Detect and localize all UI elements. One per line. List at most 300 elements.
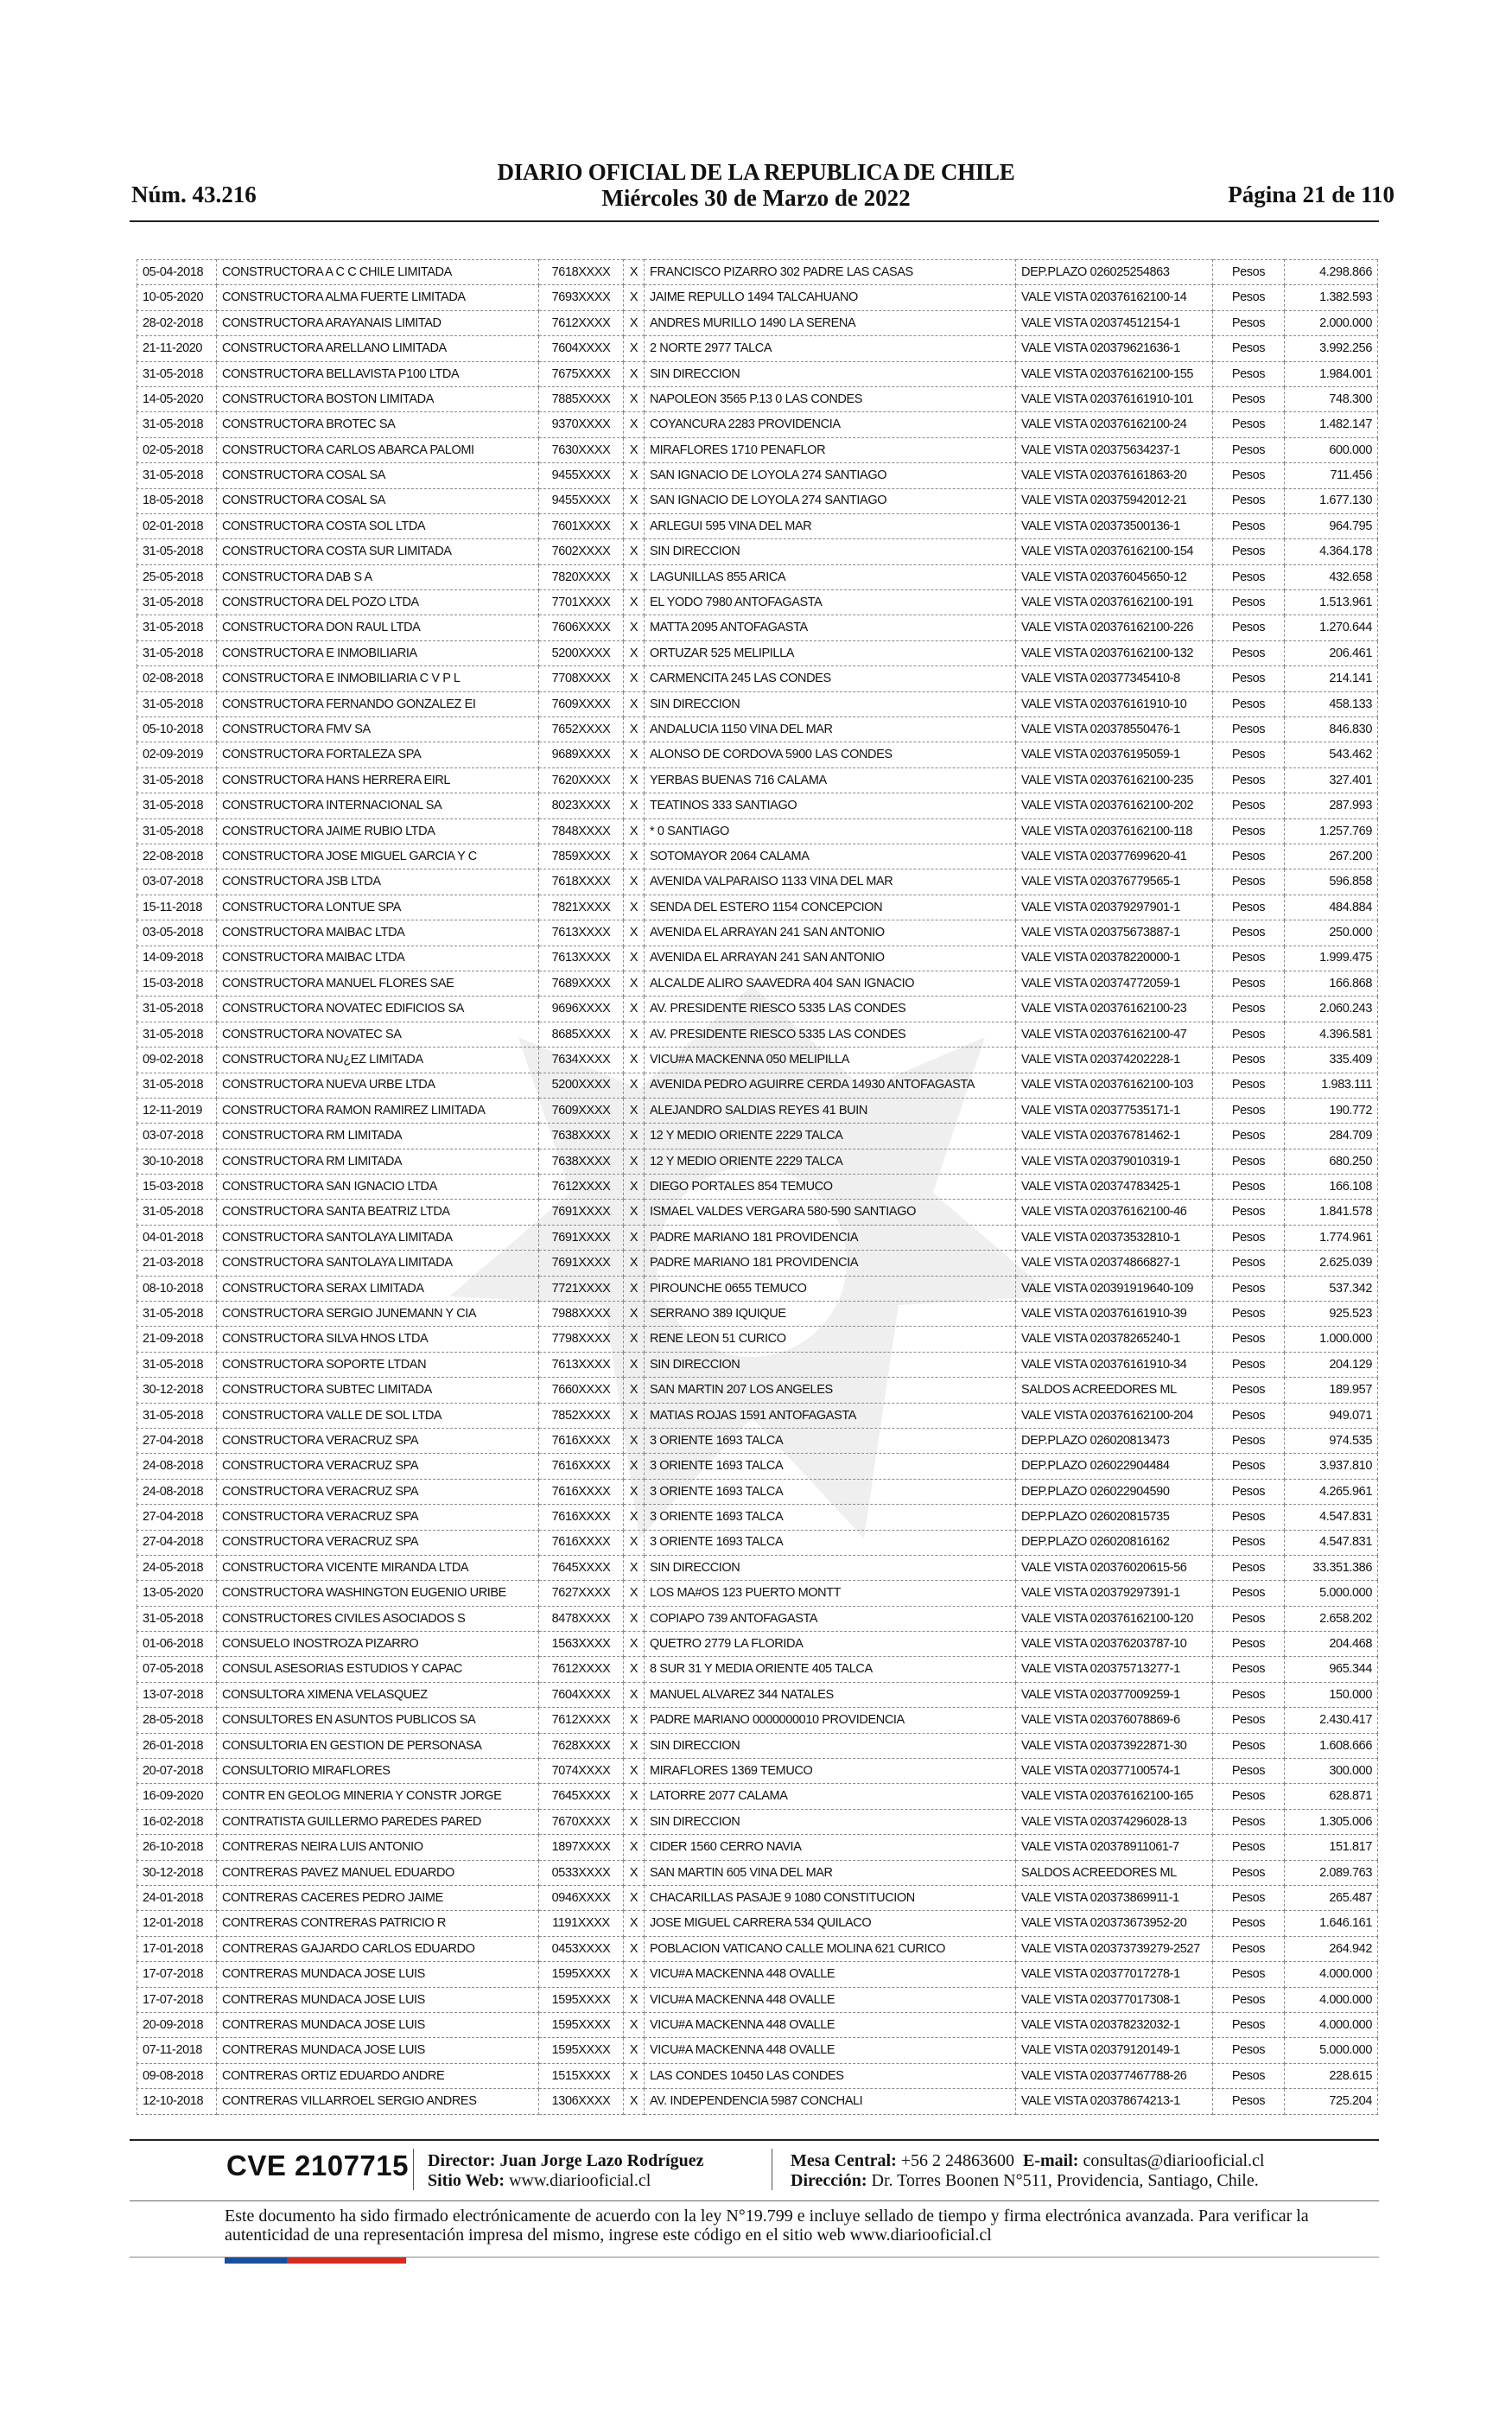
table-row (137, 971, 1378, 996)
cell-date: 31-05-2018 (137, 793, 217, 818)
cell-date: 27-04-2018 (137, 1505, 217, 1530)
cell-moneda: Pesos (1213, 1403, 1285, 1428)
cell-x: X (624, 2063, 645, 2088)
cell-direccion: 8 SUR 31 Y MEDIA ORIENTE 405 TALCA (645, 1657, 1016, 1682)
cell-x: X (624, 1936, 645, 1961)
cell-producto: VALE VISTA 020378674213-1 (1016, 2089, 1213, 2114)
cell-moneda: Pesos (1213, 1428, 1285, 1453)
cell-producto: SALDOS ACREEDORES ML (1016, 1378, 1213, 1403)
cell-monto: 150.000 (1285, 1682, 1378, 1707)
cell-monto: 1.305.006 (1285, 1809, 1378, 1834)
cell-rut: 7821XXXX (539, 895, 624, 920)
cell-producto: SALDOS ACREEDORES ML (1016, 1860, 1213, 1885)
cell-monto: 680.250 (1285, 1149, 1378, 1174)
cell-date: 31-05-2018 (137, 1403, 217, 1428)
cell-monto: 327.401 (1285, 767, 1378, 793)
cell-direccion: 3 ORIENTE 1693 TALCA (645, 1530, 1016, 1555)
cell-monto: 1.646.161 (1285, 1911, 1378, 1936)
cell-titular: CONSTRUCTORA RAMON RAMIREZ LIMITADA (217, 1098, 539, 1123)
cell-titular: CONSTRUCTORA MAIBAC LTDA (217, 946, 539, 971)
cell-producto: DEP.PLAZO 026025254863 (1016, 260, 1213, 285)
cell-moneda: Pesos (1213, 1352, 1285, 1377)
cell-direccion: VICU#A MACKENNA 448 OVALLE (645, 2012, 1016, 2037)
cell-date: 31-05-2018 (137, 361, 217, 386)
cell-rut: 7618XXXX (539, 869, 624, 895)
table-row (137, 2063, 1378, 2088)
cell-monto: 748.300 (1285, 386, 1378, 411)
cell-x: X (624, 1098, 645, 1123)
cell-monto: 925.523 (1285, 1302, 1378, 1327)
cell-monto: 335.409 (1285, 1048, 1378, 1073)
cell-direccion: 3 ORIENTE 1693 TALCA (645, 1505, 1016, 1530)
cell-producto: VALE VISTA 020373869911-1 (1016, 1886, 1213, 1911)
cell-titular: CONSTRUCTORA FORTALEZA SPA (217, 742, 539, 767)
cell-titular: CONSTRUCTORA COSAL SA (217, 463, 539, 488)
cell-titular: CONSTRUCTORA BROTEC SA (217, 412, 539, 437)
cell-date: 18-05-2018 (137, 488, 217, 513)
cell-date: 15-03-2018 (137, 1175, 217, 1200)
cell-date: 31-05-2018 (137, 412, 217, 437)
cell-direccion: SOTOMAYOR 2064 CALAMA (645, 844, 1016, 869)
cell-titular: CONSTRUCTORA BELLAVISTA P100 LTDA (217, 361, 539, 386)
cell-producto: VALE VISTA 020376162100-202 (1016, 793, 1213, 818)
cell-date: 09-08-2018 (137, 2063, 217, 2088)
cell-date: 17-01-2018 (137, 1936, 217, 1961)
cell-x: X (624, 1403, 645, 1428)
cell-titular: CONSTRUCTORA RM LIMITADA (217, 1149, 539, 1174)
cell-titular: CONSTRUCTORA FMV SA (217, 717, 539, 742)
cell-monto: 1.999.475 (1285, 946, 1378, 971)
cell-producto: VALE VISTA 020376161910-10 (1016, 691, 1213, 716)
cell-date: 24-05-2018 (137, 1555, 217, 1580)
cell-x: X (624, 1149, 645, 1174)
cell-x: X (624, 590, 645, 615)
cell-producto: VALE VISTA 020376020615-56 (1016, 1555, 1213, 1580)
cell-x: X (624, 2012, 645, 2037)
cell-monto: 284.709 (1285, 1124, 1378, 1149)
cell-date: 05-10-2018 (137, 717, 217, 742)
cell-monto: 206.461 (1285, 640, 1378, 666)
cell-date: 16-09-2020 (137, 1784, 217, 1809)
cell-titular: CONTRERAS NEIRA LUIS ANTONIO (217, 1835, 539, 1860)
cell-direccion: VICU#A MACKENNA 050 MELIPILLA (645, 1048, 1016, 1073)
cell-titular: CONTRERAS MUNDACA JOSE LUIS (217, 2038, 539, 2063)
table-row (137, 1657, 1378, 1682)
cell-rut: 1515XXXX (539, 2063, 624, 2088)
cell-rut: 7612XXXX (539, 1708, 624, 1733)
cell-date: 31-05-2018 (137, 590, 217, 615)
cell-direccion: 3 ORIENTE 1693 TALCA (645, 1428, 1016, 1453)
cell-date: 02-05-2018 (137, 437, 217, 462)
cell-monto: 628.871 (1285, 1784, 1378, 1809)
cell-rut: 7645XXXX (539, 1555, 624, 1580)
cell-direccion: AVENIDA EL ARRAYAN 241 SAN ANTONIO (645, 946, 1016, 971)
cell-date: 13-05-2020 (137, 1581, 217, 1606)
address-label: Dirección: (791, 2171, 867, 2190)
cell-producto: VALE VISTA 020374296028-13 (1016, 1809, 1213, 1834)
cell-titular: CONTRERAS MUNDACA JOSE LUIS (217, 2012, 539, 2037)
table-row (137, 1200, 1378, 1225)
cell-moneda: Pesos (1213, 1886, 1285, 1911)
table-row (137, 1276, 1378, 1301)
cell-date: 24-08-2018 (137, 1479, 217, 1504)
cell-moneda: Pesos (1213, 310, 1285, 335)
cell-producto: VALE VISTA 020373922871-30 (1016, 1733, 1213, 1758)
cell-moneda: Pesos (1213, 1606, 1285, 1631)
cell-rut: 7606XXXX (539, 615, 624, 640)
cell-monto: 2.625.039 (1285, 1251, 1378, 1276)
cell-moneda: Pesos (1213, 463, 1285, 488)
cell-moneda: Pesos (1213, 1225, 1285, 1250)
cell-direccion: MATIAS ROJAS 1591 ANTOFAGASTA (645, 1403, 1016, 1428)
cell-direccion: MATTA 2095 ANTOFAGASTA (645, 615, 1016, 640)
cell-titular: CONSTRUCTORA NU¿EZ LIMITADA (217, 1048, 539, 1073)
cell-direccion: ANDRES MURILLO 1490 LA SERENA (645, 310, 1016, 335)
cell-x: X (624, 1479, 645, 1504)
cell-moneda: Pesos (1213, 437, 1285, 462)
cell-producto: VALE VISTA 020376161863-20 (1016, 463, 1213, 488)
cell-rut: 5200XXXX (539, 1073, 624, 1098)
cell-titular: CONSTRUCTORA VERACRUZ SPA (217, 1530, 539, 1555)
cell-date: 14-05-2020 (137, 386, 217, 411)
table-row (137, 488, 1378, 513)
table-row (137, 1530, 1378, 1555)
table-row (137, 869, 1378, 895)
cell-producto: VALE VISTA 020376203787-10 (1016, 1632, 1213, 1657)
cell-moneda: Pesos (1213, 386, 1285, 411)
cell-monto: 1.841.578 (1285, 1200, 1378, 1225)
table-row (137, 2012, 1378, 2037)
cell-moneda: Pesos (1213, 691, 1285, 716)
cell-moneda: Pesos (1213, 717, 1285, 742)
cell-titular: CONSTRUCTORA SANTOLAYA LIMITADA (217, 1251, 539, 1276)
cell-x: X (624, 717, 645, 742)
cell-producto: VALE VISTA 020374512154-1 (1016, 310, 1213, 335)
cell-rut: 7675XXXX (539, 361, 624, 386)
cell-rut: 7689XXXX (539, 971, 624, 996)
cell-x: X (624, 1175, 645, 1200)
cell-moneda: Pesos (1213, 1657, 1285, 1682)
cell-x: X (624, 386, 645, 411)
cell-date: 09-02-2018 (137, 1048, 217, 1073)
cell-titular: CONSTRUCTORA JAIME RUBIO LTDA (217, 818, 539, 844)
cell-monto: 4.000.000 (1285, 1987, 1378, 2012)
cell-titular: CONSTRUCTORA VERACRUZ SPA (217, 1454, 539, 1479)
cell-moneda: Pesos (1213, 946, 1285, 971)
cell-direccion: LOS MA#OS 123 PUERTO MONTT (645, 1581, 1016, 1606)
cell-producto: VALE VISTA 020376045650-12 (1016, 564, 1213, 589)
cell-monto: 484.884 (1285, 895, 1378, 920)
cell-direccion: CARMENCITA 245 LAS CONDES (645, 666, 1016, 691)
cell-x: X (624, 1759, 645, 1784)
cell-titular: CONSTRUCTORA JOSE MIGUEL GARCIA Y C (217, 844, 539, 869)
cell-titular: CONSTRUCTORA COSAL SA (217, 488, 539, 513)
cell-moneda: Pesos (1213, 1454, 1285, 1479)
cell-moneda: Pesos (1213, 1911, 1285, 1936)
table-row (137, 1352, 1378, 1377)
cell-date: 21-03-2018 (137, 1251, 217, 1276)
table-row (137, 1225, 1378, 1250)
cell-monto: 189.957 (1285, 1378, 1378, 1403)
cell-direccion: AVENIDA PEDRO AGUIRRE CERDA 14930 ANTOFAGASTA (645, 1073, 1016, 1098)
cell-moneda: Pesos (1213, 590, 1285, 615)
cell-monto: 228.615 (1285, 2063, 1378, 2088)
cell-titular: CONSTRUCTORA ALMA FUERTE LIMITADA (217, 285, 539, 310)
cell-monto: 2.000.000 (1285, 310, 1378, 335)
cell-monto: 1.257.769 (1285, 818, 1378, 844)
cell-moneda: Pesos (1213, 539, 1285, 564)
cell-x: X (624, 1428, 645, 1453)
cell-monto: 287.993 (1285, 793, 1378, 818)
table-row (137, 742, 1378, 767)
cell-moneda: Pesos (1213, 1276, 1285, 1301)
cell-producto: VALE VISTA 020378911061-7 (1016, 1835, 1213, 1860)
cell-direccion: 12 Y MEDIO ORIENTE 2229 TALCA (645, 1149, 1016, 1174)
cell-moneda: Pesos (1213, 767, 1285, 793)
footer-contact-block (791, 2151, 1264, 2191)
cell-titular: CONSTRUCTORA E INMOBILIARIA (217, 640, 539, 666)
table-row (137, 2089, 1378, 2114)
cell-producto: VALE VISTA 020376162100-118 (1016, 818, 1213, 844)
cell-producto: VALE VISTA 020374783425-1 (1016, 1175, 1213, 1200)
cell-titular: CONSTRUCTORA A C C CHILE LIMITADA (217, 260, 539, 285)
cell-titular: CONSTRUCTORA SANTOLAYA LIMITADA (217, 1225, 539, 1250)
cell-direccion: 3 ORIENTE 1693 TALCA (645, 1479, 1016, 1504)
cell-x: X (624, 1454, 645, 1479)
cell-date: 13-07-2018 (137, 1682, 217, 1707)
cell-producto: VALE VISTA 020376161910-101 (1016, 386, 1213, 411)
cell-x: X (624, 1784, 645, 1809)
cell-moneda: Pesos (1213, 1682, 1285, 1707)
table-row (137, 818, 1378, 844)
table-row (137, 1505, 1378, 1530)
cell-producto: VALE VISTA 020377017308-1 (1016, 1987, 1213, 2012)
cell-x: X (624, 1276, 645, 1301)
footer-director-block (428, 2151, 704, 2191)
table-row (137, 920, 1378, 946)
cell-monto: 596.858 (1285, 869, 1378, 895)
cell-direccion: LAS CONDES 10450 LAS CONDES (645, 2063, 1016, 2088)
table-row (137, 463, 1378, 488)
table-row (137, 1606, 1378, 1631)
cell-rut: 9455XXXX (539, 463, 624, 488)
cell-moneda: Pesos (1213, 285, 1285, 310)
cell-direccion: * 0 SANTIAGO (645, 818, 1016, 844)
cell-direccion: AV. PRESIDENTE RIESCO 5335 LAS CONDES (645, 997, 1016, 1022)
cell-monto: 2.060.243 (1285, 997, 1378, 1022)
cell-producto: VALE VISTA 020379297391-1 (1016, 1581, 1213, 1606)
cell-producto: VALE VISTA 020376162100-24 (1016, 412, 1213, 437)
cell-titular: CONSTRUCTORA VALLE DE SOL LTDA (217, 1403, 539, 1428)
cell-date: 20-07-2018 (137, 1759, 217, 1784)
cell-producto: VALE VISTA 020376162100-46 (1016, 1200, 1213, 1225)
cell-moneda: Pesos (1213, 361, 1285, 386)
cell-x: X (624, 818, 645, 844)
cell-rut: 7798XXXX (539, 1327, 624, 1352)
table-row (137, 615, 1378, 640)
cell-rut: 7988XXXX (539, 1302, 624, 1327)
cell-monto: 1.774.961 (1285, 1225, 1378, 1250)
cell-x: X (624, 463, 645, 488)
footer-divider-secondary (130, 2200, 1379, 2201)
cell-x: X (624, 844, 645, 869)
cell-titular: CONSTRUCTORA VERACRUZ SPA (217, 1479, 539, 1504)
table-row (137, 1784, 1378, 1809)
cell-date: 27-04-2018 (137, 1428, 217, 1453)
cell-rut: 1897XXXX (539, 1835, 624, 1860)
cell-moneda: Pesos (1213, 1327, 1285, 1352)
cell-monto: 458.133 (1285, 691, 1378, 716)
table-row (137, 1987, 1378, 2012)
cell-date: 15-03-2018 (137, 971, 217, 996)
cell-monto: 5.000.000 (1285, 2038, 1378, 2063)
cell-moneda: Pesos (1213, 1936, 1285, 1961)
cell-direccion: PADRE MARIANO 181 PROVIDENCIA (645, 1251, 1016, 1276)
cell-monto: 1.270.644 (1285, 615, 1378, 640)
cell-x: X (624, 1682, 645, 1707)
cell-titular: CONSTRUCTORA COSTA SOL LTDA (217, 513, 539, 538)
page-indicator: Página 21 de 110 (1228, 182, 1394, 207)
cell-monto: 267.200 (1285, 844, 1378, 869)
cell-producto: VALE VISTA 020377699620-41 (1016, 844, 1213, 869)
cell-moneda: Pesos (1213, 1302, 1285, 1327)
cell-rut: 9689XXXX (539, 742, 624, 767)
cell-x: X (624, 869, 645, 895)
cell-direccion: SIN DIRECCION (645, 1809, 1016, 1834)
cell-date: 31-05-2018 (137, 1073, 217, 1098)
cell-x: X (624, 1352, 645, 1377)
cell-moneda: Pesos (1213, 1835, 1285, 1860)
flag-stripe-blue (225, 2258, 287, 2264)
cell-date: 07-11-2018 (137, 2038, 217, 2063)
central-phone: +56 2 24863600 (900, 2151, 1015, 2170)
cell-date: 12-01-2018 (137, 1911, 217, 1936)
cell-moneda: Pesos (1213, 869, 1285, 895)
cell-rut: 1595XXXX (539, 1987, 624, 2012)
cell-titular: CONSULTORIA EN GESTION DE PERSONASA (217, 1733, 539, 1758)
cell-date: 07-05-2018 (137, 1657, 217, 1682)
cell-producto: VALE VISTA 020376162100-14 (1016, 285, 1213, 310)
cell-x: X (624, 666, 645, 691)
cell-titular: CONSTRUCTORA LONTUE SPA (217, 895, 539, 920)
cell-titular: CONSTRUCTORA VICENTE MIRANDA LTDA (217, 1555, 539, 1580)
cell-titular: CONSTRUCTORA NOVATEC SA (217, 1022, 539, 1047)
table-row (137, 260, 1378, 285)
central-label: Mesa Central: (791, 2151, 897, 2170)
records-table (137, 259, 1378, 2115)
cell-moneda: Pesos (1213, 1555, 1285, 1580)
table-row (137, 1403, 1378, 1428)
cell-moneda: Pesos (1213, 742, 1285, 767)
cell-moneda: Pesos (1213, 666, 1285, 691)
cell-direccion: ISMAEL VALDES VERGARA 580-590 SANTIAGO (645, 1200, 1016, 1225)
cell-titular: CONTRERAS ORTIZ EDUARDO ANDRE (217, 2063, 539, 2088)
cell-producto: VALE VISTA 020373739279-2527 (1016, 1936, 1213, 1961)
cell-date: 08-10-2018 (137, 1276, 217, 1301)
cell-x: X (624, 1886, 645, 1911)
cell-monto: 5.000.000 (1285, 1581, 1378, 1606)
table-row (137, 285, 1378, 310)
cell-producto: VALE VISTA 020376161910-39 (1016, 1302, 1213, 1327)
cell-date: 21-09-2018 (137, 1327, 217, 1352)
cell-x: X (624, 1962, 645, 1987)
cell-rut: 7848XXXX (539, 818, 624, 844)
table-row (137, 564, 1378, 589)
cell-titular: CONSTRUCTORA SOPORTE LTDAN (217, 1352, 539, 1377)
cell-x: X (624, 997, 645, 1022)
cell-rut: 7609XXXX (539, 1098, 624, 1123)
site-link[interactable]: www.diariooficial.cl (509, 2171, 651, 2190)
cell-producto: DEP.PLAZO 026022904590 (1016, 1479, 1213, 1504)
cell-direccion: FRANCISCO PIZARRO 302 PADRE LAS CASAS (645, 260, 1016, 285)
table-row (137, 1581, 1378, 1606)
cell-date: 31-05-2018 (137, 1352, 217, 1377)
cell-titular: CONSUL ASESORIAS ESTUDIOS Y CAPAC (217, 1657, 539, 1682)
email-link[interactable]: consultas@diariooficial.cl (1083, 2151, 1265, 2170)
cell-producto: VALE VISTA 020376781462-1 (1016, 1124, 1213, 1149)
cell-direccion: ORTUZAR 525 MELIPILLA (645, 640, 1016, 666)
cell-producto: VALE VISTA 020376779565-1 (1016, 869, 1213, 895)
cell-rut: 7601XXXX (539, 513, 624, 538)
cell-titular: CONSTRUCTORA SILVA HNOS LTDA (217, 1327, 539, 1352)
cell-producto: VALE VISTA 020379621636-1 (1016, 336, 1213, 361)
cell-producto: VALE VISTA 020376195059-1 (1016, 742, 1213, 767)
cell-titular: CONSTRUCTORA SAN IGNACIO LTDA (217, 1175, 539, 1200)
cell-moneda: Pesos (1213, 1530, 1285, 1555)
cell-direccion: 3 ORIENTE 1693 TALCA (645, 1454, 1016, 1479)
cell-monto: 543.462 (1285, 742, 1378, 767)
cell-monto: 1.513.961 (1285, 590, 1378, 615)
cell-date: 03-07-2018 (137, 869, 217, 895)
cell-moneda: Pesos (1213, 564, 1285, 589)
issue-number: Núm. 43.216 (131, 182, 257, 207)
cell-rut: 5200XXXX (539, 640, 624, 666)
cell-moneda: Pesos (1213, 2089, 1285, 2114)
cell-monto: 264.942 (1285, 1936, 1378, 1961)
cell-producto: VALE VISTA 020376162100-132 (1016, 640, 1213, 666)
cell-direccion: DIEGO PORTALES 854 TEMUCO (645, 1175, 1016, 1200)
table-row (137, 1886, 1378, 1911)
table-row (137, 1251, 1378, 1276)
cell-rut: 7074XXXX (539, 1759, 624, 1784)
cell-moneda: Pesos (1213, 1962, 1285, 1987)
cell-monto: 2.430.417 (1285, 1708, 1378, 1733)
records-table-container (137, 259, 1377, 2115)
cell-date: 01-06-2018 (137, 1632, 217, 1657)
cell-monto: 4.265.961 (1285, 1479, 1378, 1504)
cell-moneda: Pesos (1213, 1022, 1285, 1047)
cell-moneda: Pesos (1213, 336, 1285, 361)
cell-monto: 711.456 (1285, 463, 1378, 488)
table-row (137, 2038, 1378, 2063)
cell-monto: 2.089.763 (1285, 1860, 1378, 1885)
cell-rut: 7616XXXX (539, 1530, 624, 1555)
address-value: Dr. Torres Boonen N°511, Providencia, Santiago, Chile. (871, 2171, 1259, 2190)
cell-producto: VALE VISTA 020391919640-109 (1016, 1276, 1213, 1301)
cell-monto: 3.937.810 (1285, 1454, 1378, 1479)
cell-direccion: CIDER 1560 CERRO NAVIA (645, 1835, 1016, 1860)
cell-titular: CONSTRUCTORA MAIBAC LTDA (217, 920, 539, 946)
cell-direccion: NAPOLEON 3565 P.13 0 LAS CONDES (645, 386, 1016, 411)
cell-date: 22-08-2018 (137, 844, 217, 869)
cell-titular: CONTRERAS GAJARDO CARLOS EDUARDO (217, 1936, 539, 1961)
cell-rut: 9696XXXX (539, 997, 624, 1022)
cell-rut: 7604XXXX (539, 336, 624, 361)
cell-date: 31-05-2018 (137, 1200, 217, 1225)
cell-moneda: Pesos (1213, 1124, 1285, 1149)
cell-rut: 7616XXXX (539, 1454, 624, 1479)
table-row (137, 437, 1378, 462)
